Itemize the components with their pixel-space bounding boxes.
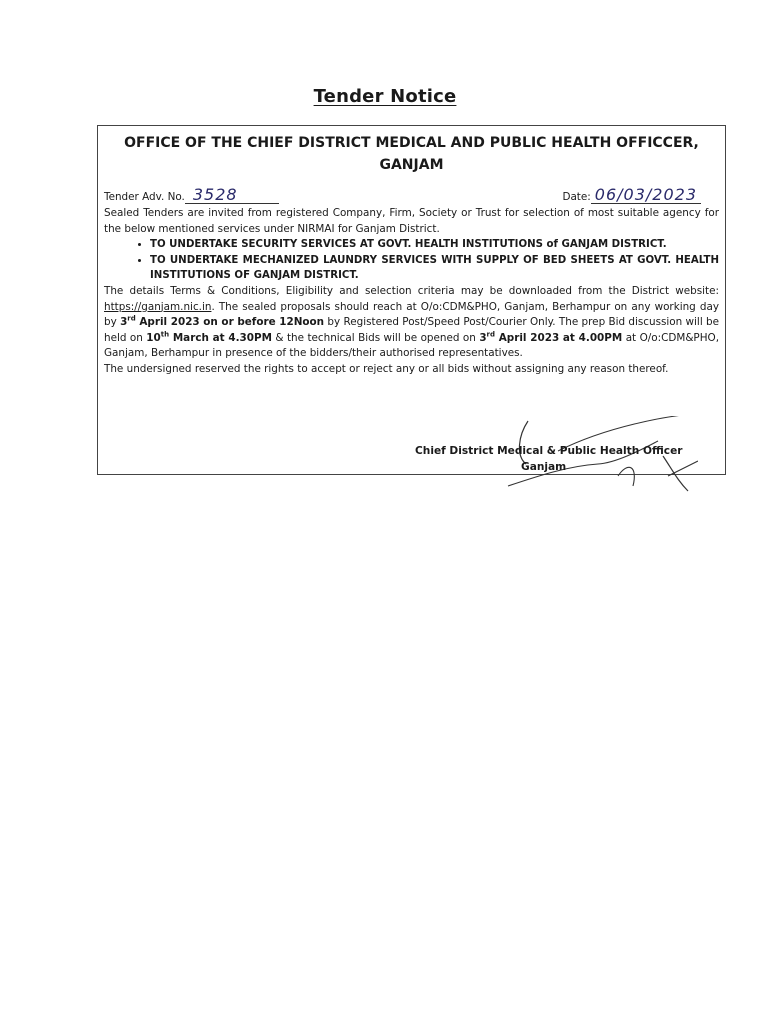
details-text: by Registered Post/Speed Post/Courier Only. The prep Bid discussion will be held on <box>104 316 720 344</box>
details-paragraph <box>104 284 719 362</box>
adv-row <box>104 184 719 206</box>
prebid-date: 10th March at 4.30PM <box>146 330 272 344</box>
adv-label: Tender Adv. No. <box>104 191 185 204</box>
details-text: & the technical Bids will be opened on <box>271 331 480 344</box>
signatory-title: Chief District Medical & Public Health Officer <box>415 445 683 457</box>
intro-text: Sealed Tenders are invited from registered Company, Firm, Society or Trust for selection of most suitable agency for the below mentioned services under NIRMAI for Ganjam District. <box>104 207 719 235</box>
adv-number-field <box>104 187 279 206</box>
details-text: . The sealed proposals should reach at O/o:CDM&PHO, Ganjam, Berhampur on any working day by <box>104 300 719 329</box>
notice-title: Tender Notice <box>313 86 457 107</box>
signature-block <box>415 444 682 475</box>
details-text: at O/o:CDM&PHO, Ganjam, Berhampur in presence of the bidders/their authorised representatives. <box>104 331 719 360</box>
notice-box <box>97 125 726 475</box>
reserve-text: The undersigned reserved the rights to accept or reject any or all bids without assigning any reason thereof. <box>104 362 669 375</box>
office-heading: OFFICE OF THE CHIEF DISTRICT MEDICAL AND PUBLIC HEALTH OFFICCER, GANJAM <box>124 135 699 173</box>
date-field <box>562 187 719 206</box>
details-text: The details Terms & Conditions, Eligibility and selection criteria may be downloaded from the District website: <box>104 284 719 297</box>
signatory-place: Ganjam <box>521 460 567 473</box>
services-list <box>104 237 719 284</box>
website-link[interactable]: https://ganjam.nic.in <box>104 300 212 313</box>
deadline: 3rd April 2023 on or before 12Noon <box>120 314 325 329</box>
adv-number: 3528 <box>185 187 279 204</box>
service-item: • TO UNDERTAKE SECURITY SERVICES AT GOVT. HEALTH INSTITUTIONS of GANJAM DISTRICT. <box>150 237 719 253</box>
date-label: Date: <box>562 191 591 204</box>
opening-date: 3rd April 2023 at 4.00PM <box>479 330 623 344</box>
service-item: • TO UNDERTAKE MECHANIZED LAUNDRY SERVICES WITH SUPPLY OF BED SHEETS AT GOVT. HEALTH INSTITUTIONS OF GANJAM DISTRICT. <box>150 253 719 284</box>
date-value: 06/03/2023 <box>591 187 701 204</box>
